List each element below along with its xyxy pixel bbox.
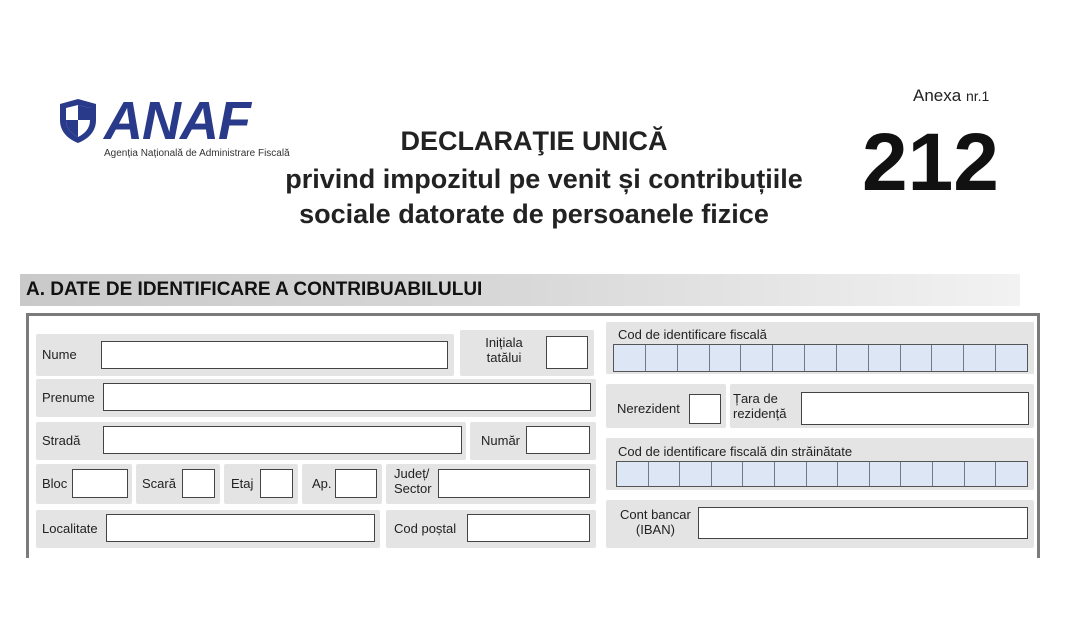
judet-label: Județ/ Sector	[394, 466, 432, 496]
digit-cell[interactable]	[933, 462, 965, 486]
cont-bancar-label: Cont bancar (IBAN)	[620, 507, 691, 537]
digit-cell[interactable]	[712, 462, 744, 486]
digit-cell[interactable]	[775, 462, 807, 486]
prenume-input[interactable]	[103, 383, 591, 411]
tara-label: Țara de rezidență	[733, 391, 787, 421]
cif-strainatate-input-grid[interactable]	[616, 461, 1028, 487]
digit-cell[interactable]	[680, 462, 712, 486]
digit-cell[interactable]	[614, 345, 646, 371]
form-subtitle-line1: privind impozitul pe venit și contribuțiile	[285, 164, 803, 194]
nume-label: Nume	[42, 347, 77, 362]
digit-cell[interactable]	[837, 345, 869, 371]
tara-input[interactable]	[801, 392, 1029, 425]
anexa-label: Anexa nr.1	[913, 86, 990, 105]
etaj-label: Etaj	[231, 476, 254, 491]
digit-cell[interactable]	[617, 462, 649, 486]
form-number: 212	[862, 117, 999, 208]
digit-cell[interactable]	[838, 462, 870, 486]
numar-label: Număr	[481, 433, 521, 448]
nume-input[interactable]	[101, 341, 448, 369]
numar-input[interactable]	[526, 426, 590, 454]
ap-label: Ap.	[312, 476, 332, 491]
digit-cell[interactable]	[807, 462, 839, 486]
iban-input[interactable]	[698, 507, 1028, 539]
cod-postal-label: Cod poștal	[394, 521, 457, 536]
cif-strainatate-label: Cod de identificare fiscală din străinătate	[618, 444, 853, 459]
cif-input-grid[interactable]	[613, 344, 1028, 372]
cod-postal-input[interactable]	[467, 514, 590, 542]
initiala-input[interactable]	[546, 336, 588, 369]
digit-cell[interactable]	[996, 345, 1027, 371]
bloc-input[interactable]	[72, 469, 128, 498]
anaf-subtitle: Agenția Națională de Administrare Fiscală	[104, 148, 290, 159]
strada-label: Stradă	[42, 433, 81, 448]
digit-cell[interactable]	[901, 345, 933, 371]
digit-cell[interactable]	[869, 345, 901, 371]
prenume-label: Prenume	[42, 390, 95, 405]
nerezident-checkbox[interactable]	[689, 394, 721, 424]
digit-cell[interactable]	[710, 345, 742, 371]
section-title: A. DATE DE IDENTIFICARE A CONTRIBUABILULUI	[26, 279, 483, 300]
digit-cell[interactable]	[901, 462, 933, 486]
digit-cell[interactable]	[805, 345, 837, 371]
digit-cell[interactable]	[965, 462, 997, 486]
etaj-input[interactable]	[260, 469, 293, 498]
nerezident-label: Nerezident	[617, 401, 680, 416]
strada-input[interactable]	[103, 426, 462, 454]
cif-label: Cod de identificare fiscală	[618, 327, 767, 342]
digit-cell[interactable]	[932, 345, 964, 371]
scara-input[interactable]	[182, 469, 215, 498]
anaf-logo: ANAF	[104, 91, 250, 151]
form-subtitle-line2: sociale datorate de persoanele fizice	[299, 199, 769, 229]
digit-cell[interactable]	[743, 462, 775, 486]
digit-cell[interactable]	[646, 345, 678, 371]
digit-cell[interactable]	[678, 345, 710, 371]
localitate-label: Localitate	[42, 521, 98, 536]
initiala-label: Inițiala tatălui	[485, 335, 523, 365]
digit-cell[interactable]	[870, 462, 902, 486]
bloc-label: Bloc	[42, 476, 68, 491]
scara-label: Scară	[142, 476, 176, 491]
judet-input[interactable]	[438, 469, 590, 498]
localitate-input[interactable]	[106, 514, 375, 542]
digit-cell[interactable]	[649, 462, 681, 486]
ap-input[interactable]	[335, 469, 377, 498]
digit-cell[interactable]	[741, 345, 773, 371]
digit-cell[interactable]	[773, 345, 805, 371]
digit-cell[interactable]	[964, 345, 996, 371]
digit-cell[interactable]	[996, 462, 1027, 486]
form-title: DECLARAŢIE UNICĂ	[400, 126, 668, 156]
